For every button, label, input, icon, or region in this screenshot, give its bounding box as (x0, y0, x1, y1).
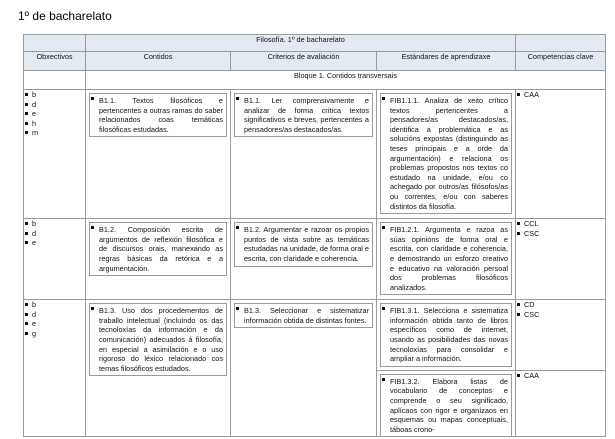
content-cell (86, 90, 231, 219)
page-title: 1º de bacharelato (18, 9, 112, 23)
standard-cell (377, 300, 516, 371)
curriculum-table (23, 34, 606, 437)
objective-item: b (24, 90, 85, 100)
column-header-contents: Contidos (86, 52, 231, 71)
competences-cell (516, 90, 606, 219)
block-title: Bloque 1. Contidos transversais (86, 71, 606, 90)
objective-item: e (24, 109, 85, 119)
objective-item: d (24, 100, 85, 110)
objective-item: b (24, 300, 85, 310)
competence-item: CCL (516, 219, 605, 229)
objective-item: d (24, 310, 85, 320)
criterion-text: B1.2. Argumentar e razoar os propios puntos de vista sobre as temáticas estudadas na unidade, de forma oral e escrita, con claridade e coherencia. (244, 225, 369, 263)
criterion-cell (231, 300, 377, 437)
standard-text: FIB1.3.1. Selecciona e sistematiza información obtida tanto de libros específicos como de internet, usando as posibilidades das novas tecnoloxías para consolidar e ampliar a información. (390, 306, 508, 364)
competence-item: CSC (516, 310, 605, 320)
competences-cell (516, 300, 606, 371)
column-header-row (24, 52, 606, 71)
subject-title: Filosofía. 1º de bacharelato (86, 35, 516, 52)
criterion-text: B1.1. Ler comprensivamente e analizar de forma crítica textos significativos e breves, pertencentes a pensadores/as destacados/as. (244, 96, 369, 134)
column-header-objectives: Obxectivos (24, 52, 86, 71)
criterion-cell (231, 219, 377, 300)
objective-item: e (24, 238, 85, 248)
content-cell (86, 300, 231, 437)
objective-item: h (24, 119, 85, 129)
competences-cell (516, 219, 606, 300)
criterion-text: B1.3. Seleccionar e sistematizar información obtida de distintas fontes. (244, 306, 369, 325)
content-text: B1.2. Composición escrita de argumentos de reflexión filosófica e de discursos orais, manexando as regras básicas da retórica e a argumentación. (99, 225, 223, 273)
standard-cell (377, 219, 516, 300)
objective-item: d (24, 229, 85, 239)
standard-text: FIB1.3.2. Elabora listas de vocabulario de conceptos e comprende o seu significado, aplícaos con rigor e organízaos en esquemas ou mapas conceptuais, táboas crono- (390, 376, 508, 434)
objectives-cell (24, 90, 86, 219)
content-text: B1.3. Uso dos procedementos de traballo intelectual (incluíndo os das tecnoloxías da información e da comunicación) adecuados á filosofía, en especial a asimilación e o uso rigoroso do léxico relacionado cos temas filosóficos estudados. (99, 306, 223, 373)
competence-item: CAA (516, 90, 605, 100)
objective-item: e (24, 319, 85, 329)
column-header-competences: Competencias clave (516, 52, 606, 71)
objective-item: g (24, 329, 85, 339)
objectives-cell (24, 300, 86, 437)
table-row (24, 90, 606, 219)
column-header-criteria: Criterios de avaliación (231, 52, 377, 71)
competences-cell (516, 370, 606, 437)
table-row (24, 300, 606, 371)
standard-text: FIB1.2.1. Argumenta e razoa as súas opinións de forma oral e escrita, con claridade e coherencia, e demostrando un esforzo creativo e educativo na valoración persoal dos problemas filosóficos analizados. (390, 225, 508, 292)
content-cell (86, 219, 231, 300)
objective-item: m (24, 128, 85, 138)
standard-cell (377, 370, 516, 437)
standard-cell (377, 90, 516, 219)
standard-text: FIB1.1.1. Analiza de xeito crítico textos pertencentes a pensadores/as destacados/as, identifica a problemática e as solucións expostas (distinguindo as teses principais e a orde da argumentación) e relaciona os problemas propostos nos textos co estudado na unidade, e/ou co achegado por outros/as filósofos/as ou correntes, e/ou con saberes distintos da filosofía. (390, 96, 508, 211)
competence-item: CD (516, 300, 605, 310)
content-text: B1.1. Textos filosóficos e pertencentes a outras ramas do saber relacionados coas temáticas filosóficas estudadas. (99, 96, 223, 134)
criterion-cell (231, 90, 377, 219)
table-row (24, 219, 606, 300)
objective-item: b (24, 219, 85, 229)
competence-item: CAA (516, 371, 605, 381)
column-header-standards: Estándares de aprendizaxe (377, 52, 516, 71)
objectives-cell (24, 219, 86, 300)
competence-item: CSC (516, 229, 605, 239)
